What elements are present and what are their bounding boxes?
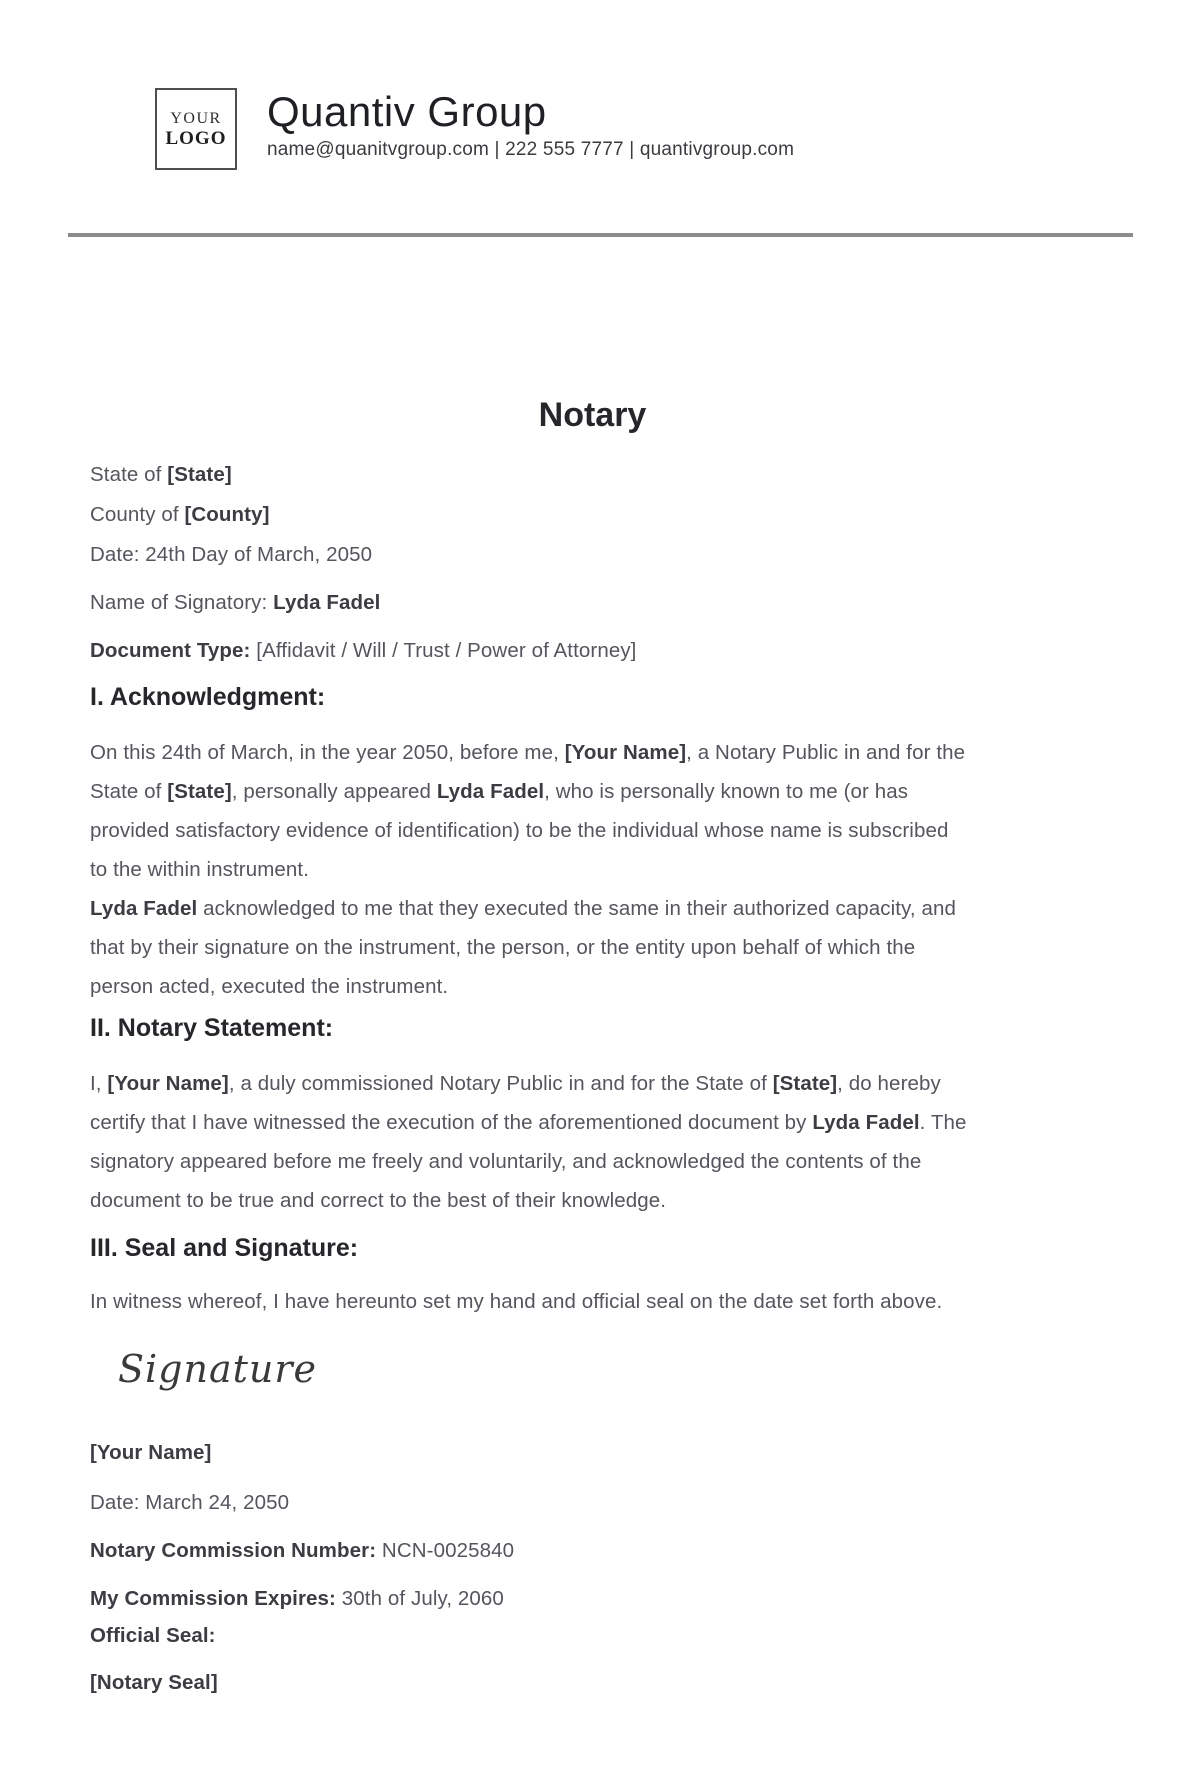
bold-text-run: My Commission Expires:	[90, 1587, 336, 1610]
text-run: certify that I have witnessed the execution of the aforementioned document by	[90, 1111, 813, 1134]
text-run: Date: 24th Day of March, 2050	[90, 543, 373, 566]
text-run: I,	[90, 1072, 108, 1095]
seal-signature-paragraph	[90, 1282, 1095, 1321]
paragraph-line	[90, 967, 1095, 1006]
logo-text-logo: LOGO	[165, 127, 227, 149]
text-run: , do hereby	[837, 1072, 941, 1095]
signature-date-line	[90, 1491, 1095, 1515]
paragraph-line	[90, 928, 1095, 967]
signatory-line	[90, 583, 1095, 623]
bold-text-run: [Your Name]	[90, 1441, 212, 1464]
header-divider	[68, 233, 1133, 237]
bold-text-run: Official Seal:	[90, 1624, 216, 1647]
text-run: On this 24th of March, in the year 2050, before me,	[90, 741, 565, 764]
paragraph-line	[90, 1064, 1095, 1103]
bold-text-run: [Notary Seal]	[90, 1671, 218, 1694]
bold-text-run: Lyda Fadel	[436, 780, 545, 803]
bold-text-run: [Your Name]	[564, 741, 687, 764]
text-run: that by their signature on the instrument, the person, or the entity upon behalf of which the	[90, 936, 916, 959]
bold-text-run: Lyda Fadel	[90, 897, 198, 920]
text-run: In witness whereof, I have hereunto set my hand and official seal on the date set forth above.	[90, 1290, 943, 1313]
text-run: [Affidavit / Will / Trust / Power of Attorney]	[250, 639, 637, 662]
text-run: document to be true and correct to the best of their knowledge.	[90, 1189, 667, 1212]
acknowledgment-heading: I. Acknowledgment:	[90, 683, 326, 711]
bold-text-run: [State]	[167, 780, 232, 803]
paragraph-line	[90, 889, 1095, 928]
bold-text-run: Notary Commission Number:	[90, 1539, 377, 1562]
letterhead-text	[267, 88, 794, 161]
company-name: Quantiv Group	[267, 88, 547, 135]
paragraph-line	[90, 1142, 1095, 1181]
text-run: signatory appeared before me freely and voluntarily, and acknowledged the contents of the	[90, 1150, 922, 1173]
text-run: Date: March 24, 2050	[90, 1491, 290, 1514]
document-body	[90, 393, 1095, 1695]
date-line	[90, 535, 1095, 575]
text-run: . The	[919, 1111, 967, 1134]
company-contact: name@quanitvgroup.com | 222 555 7777 | quantivgroup.com	[267, 139, 795, 160]
paragraph-line	[90, 1282, 1095, 1321]
text-run: Name of Signatory:	[90, 591, 274, 614]
paragraph-line	[90, 733, 1095, 772]
bold-text-run: Lyda Fadel	[273, 591, 381, 614]
bold-text-run: [Your Name]	[107, 1072, 229, 1095]
company-logo	[155, 88, 237, 170]
text-run: State of	[90, 780, 168, 803]
bold-text-run: [County]	[184, 503, 270, 526]
signer-name-line	[90, 1441, 1095, 1465]
bold-text-run: Lyda Fadel	[812, 1111, 920, 1134]
text-run: NCN-0025840	[376, 1539, 515, 1562]
text-run: , a duly commissioned Notary Public in and for the State of	[228, 1072, 773, 1095]
bold-text-run: [State]	[772, 1072, 838, 1095]
text-run: provided satisfactory evidence of identification) to be the individual whose name is subscribed	[90, 819, 949, 842]
paragraph-line	[90, 811, 1095, 850]
paragraph-line	[90, 1103, 1095, 1142]
acknowledgment-paragraph	[90, 733, 1095, 1006]
intro-block	[90, 455, 1095, 671]
text-run: acknowledged to me that they executed the same in their authorized capacity, and	[197, 897, 957, 920]
logo-text-your: YOUR	[170, 109, 222, 127]
notary-seal-placeholder	[90, 1671, 1095, 1695]
bold-text-run: [State]	[167, 463, 232, 486]
letterhead	[155, 88, 1200, 170]
paragraph-line	[90, 772, 1095, 811]
commission-expires-line	[90, 1587, 1095, 1611]
text-run: , personally appeared	[231, 780, 437, 803]
official-seal-label	[90, 1624, 1095, 1648]
text-run: to the within instrument.	[90, 858, 309, 881]
state-line	[90, 455, 1095, 495]
paragraph-line	[90, 1181, 1095, 1220]
seal-signature-heading: III. Seal and Signature:	[90, 1234, 359, 1262]
text-run: , who is personally known to me (or has	[544, 780, 909, 803]
commission-number-line	[90, 1539, 1095, 1563]
text-run: State of	[90, 463, 168, 486]
paragraph-line	[90, 850, 1095, 889]
text-run: County of	[90, 503, 185, 526]
text-run: person acted, executed the instrument.	[90, 975, 449, 998]
county-line	[90, 495, 1095, 535]
handwritten-signature: Signature	[118, 1347, 318, 1391]
notary-statement-heading: II. Notary Statement:	[90, 1014, 334, 1042]
notary-statement-paragraph	[90, 1064, 1095, 1220]
document-type-line	[90, 631, 1095, 671]
page-title: Notary	[538, 396, 647, 434]
text-run: , a Notary Public in and for the	[686, 741, 966, 764]
bold-text-run: Document Type:	[90, 639, 251, 662]
text-run: 30th of July, 2060	[336, 1587, 504, 1610]
